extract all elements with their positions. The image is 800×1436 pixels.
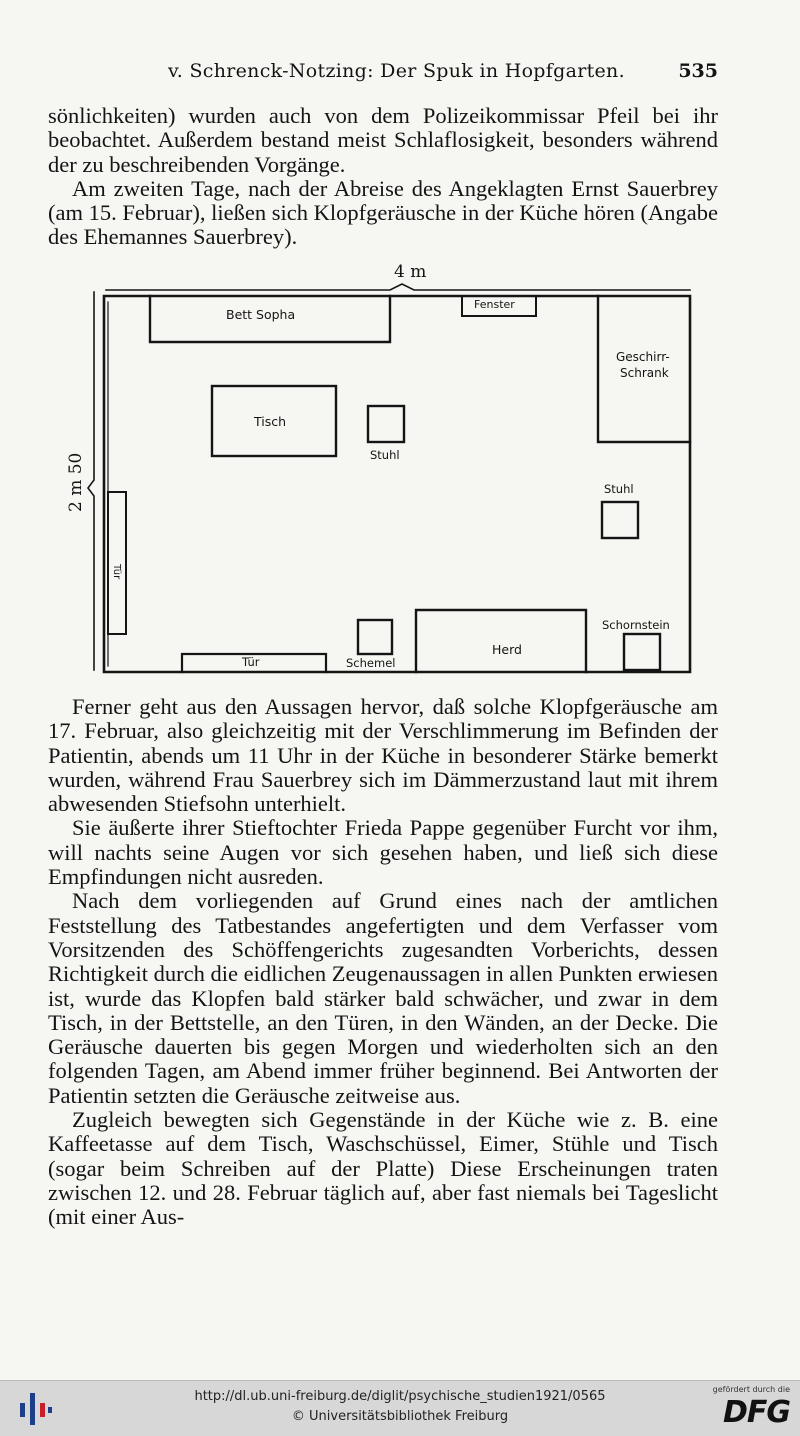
chair-center-outline bbox=[368, 406, 404, 442]
chair-right-label: Stuhl bbox=[604, 482, 634, 496]
room-walls bbox=[104, 296, 690, 672]
width-dimension-line bbox=[106, 284, 690, 290]
chimney-outline bbox=[624, 634, 660, 670]
page-number: 535 bbox=[678, 60, 718, 82]
text-block-bottom bbox=[48, 695, 718, 1230]
bottom-door-label: Tür bbox=[242, 655, 260, 669]
footer-copyright: © Universitätsbibliothek Freiburg bbox=[291, 1409, 509, 1424]
bed-sofa-label: Bett Sopha bbox=[226, 307, 296, 322]
paragraph: Ferner geht aus den Aussagen hervor, daß solche Klopfgeräusche am 17. Februar, also gleichzeitig mit der Verschlimmerung im Befinden der Patientin, abends um 11 Uhr in der Küche in besonderer Stärke bemerkt wurden, während Frau Sauerbrey sich im Dämmerzustand laut mit ihrem abwesenden Stiefsohn unterhielt. bbox=[48, 694, 718, 817]
left-door-label: Tür bbox=[111, 564, 122, 580]
left-door-outline bbox=[108, 492, 126, 634]
chair-center-label: Stuhl bbox=[370, 448, 400, 462]
window-label: Fenster bbox=[474, 298, 515, 311]
viewer-footer bbox=[0, 1380, 800, 1436]
chimney-label: Schornstein bbox=[602, 618, 670, 632]
height-label: 2 m 50 bbox=[66, 452, 86, 512]
width-label: 4 m bbox=[394, 262, 427, 282]
stove-label: Herd bbox=[492, 642, 522, 657]
paragraph: Nach dem vorliegenden auf Grund eines nach der amtlichen Feststellung des Tatbestandes angefertigten und dem Verfasser vom Vorsitzenden des Schöffengerichts zugesandten Vorberichts, dessen Richtigkeit durch die eidlichen Zeugenaussagen in allen Punkten erwiesen ist, wurde das Klopfen bald stärker bald schwächer, und zwar in dem Tisch, in der Bettstelle, an den Türen, in den Wänden, an der Decke. Die Geräusche dauerten bis gegen Morgen und wiederholten sich an den folgenden Tagen, am Abend immer früher beginnend. Bei Antworten der Patientin setzten die Geräusche zeitweise aus. bbox=[48, 888, 718, 1108]
text-block-top bbox=[48, 104, 718, 250]
height-dimension-line bbox=[88, 292, 94, 670]
running-title: v. Schrenck-Notzing: Der Spuk in Hopfgarten. bbox=[168, 60, 625, 82]
funding-note: gefördert durch die bbox=[712, 1385, 790, 1394]
stool-outline bbox=[358, 620, 392, 654]
paragraph: Am zweiten Tage, nach der Abreise des Angeklagten Ernst Sauerbrey (am 15. Februar), ließen sich Klopfgeräusche in der Küche hören (Angabe des Ehemannes Sauerbrey). bbox=[48, 175, 718, 250]
cupboard-label-2: Schrank bbox=[620, 366, 669, 380]
dfg-logo-icon: DFG bbox=[722, 1395, 790, 1430]
floor-plan bbox=[50, 262, 710, 682]
paragraph: Sie äußerte ihrer Stieftochter Frieda Pappe gegenüber Furcht vor ihm, will nachts seine Augen vor sich gesehen haben, und ließ sich diese Empfindungen nicht ausreden. bbox=[48, 815, 718, 890]
page-header bbox=[48, 60, 718, 88]
stove-outline bbox=[416, 610, 586, 672]
footer-url-link[interactable]: http://dl.ub.uni-freiburg.de/diglit/psychische_studien1921/0565 bbox=[194, 1389, 606, 1404]
stool-label: Schemel bbox=[346, 656, 396, 670]
paragraph: sönlichkeiten) wurden auch von dem Polizeikommissar Pfeil bei ihr beobachtet. Außerdem bestand meist Schlaflosigkeit, besonders während der zu beschreibenden Vorgänge. bbox=[48, 103, 718, 177]
cupboard-label-1: Geschirr- bbox=[616, 350, 670, 364]
table-label: Tisch bbox=[254, 414, 287, 429]
chair-right-outline bbox=[602, 502, 638, 538]
paragraph: Zugleich bewegten sich Gegenstände in der Küche wie z. B. eine Kaffeetasse auf dem Tisch, Waschschüssel, Eimer, Stühle und Tisch (sogar beim Schreiben auf der Platte) Diese Erscheinungen traten zwischen 12. und 28. Februar täglich auf, aber fast niemals bei Tageslicht (mit einer Aus- bbox=[48, 1107, 718, 1230]
